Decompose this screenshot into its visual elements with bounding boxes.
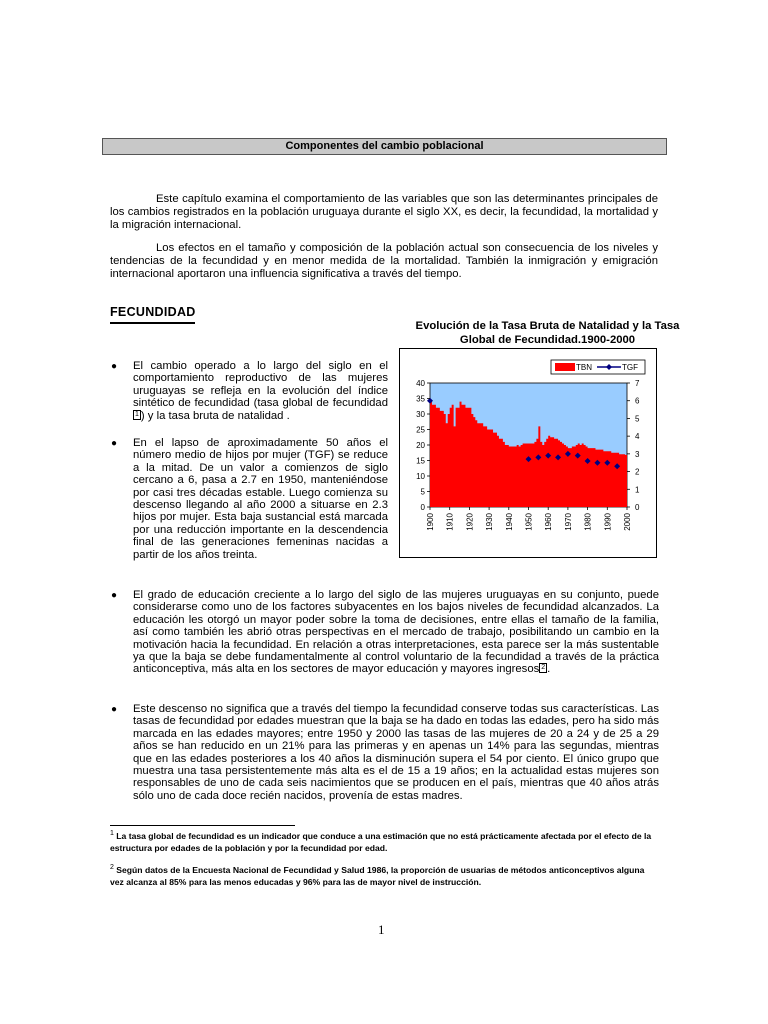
footnote-2 <box>110 862 655 888</box>
intro-paragraph-2 <box>110 242 658 281</box>
y-right-tick-label: 2 <box>635 467 640 477</box>
legend-tbn-label: TBN <box>576 363 592 372</box>
bullet-4-text: Este descenso no significa que a través del tiempo la fecundidad conserve todas sus características. Las tasas de fecundidad por edades muestran que la baja se ha dado en todas las edades, pero ha sido más marcada en las edades mayores; entre 1950 y 2000 las tasas de las mujeres de 20 a 24 y de 25 a 29 años se han reducido en un 21% para las primeras y en apenas un 14% para las segundas, mientras que en las edades posteriores a los 40 años la disminución supera el 54 por ciento. El único grupo que muestra una tasa persistentemente más alta es el de 15 a 19 años; en la actualidad estas mujeres son responsables de uno de cada seis nacimientos que se producen en el país, mientras que 40 años atrás sólo uno de cada doce recién nacidos, provenía de estas madres. <box>133 703 659 802</box>
y-left-tick-label: 15 <box>416 456 425 466</box>
y-right-tick-label: 0 <box>635 503 640 512</box>
bullet-1-text-b: ) y la tasa bruta de natalidad . <box>140 409 290 422</box>
footnote-1-text: La tasa global de fecundidad es un indicador que conduce a una estimación que no está prácticamente afectada por el efecto de la estructura por edades de la población y por la fecundidad por edad. <box>110 830 652 853</box>
page-number: 1 <box>378 922 385 937</box>
x-tick-label: 1980 <box>583 513 593 531</box>
y-left-tick-label: 10 <box>416 472 425 481</box>
chapter-title: Componentes del cambio poblacional <box>102 138 667 155</box>
fertility-chart <box>399 348 657 558</box>
legend-tgf-label: TGF <box>622 363 638 372</box>
y-left-tick-label: 0 <box>420 503 425 512</box>
x-tick-label: 1990 <box>603 513 613 531</box>
x-tick-label: 1900 <box>426 513 435 531</box>
x-tick-label: 2000 <box>623 513 632 531</box>
footnote-1-number: 1 <box>110 830 114 837</box>
intro-paragraph-1 <box>110 193 658 232</box>
intro-paragraph-1-text: Este capítulo examina el comportamiento de las variables que son las determinantes principales de los cambios registrados en la población uruguaya durante el siglo XX, es decir, la fecundidad, la mortalidad y la migración internacional. <box>110 193 658 231</box>
bullet-1-text-a: El cambio operado a lo largo del siglo en el comportamiento reproductivo de las mujeres uruguayas se refleja en la evolución del índice sintético de fecundidad (tasa global de fecundidad <box>133 360 388 410</box>
footnote-2-text: Según datos de la Encuesta Nacional de Fecundidad y Salud 1986, la proporción de usuarias de métodos anticonceptivos alguna vez alcanza al 85% para las menos educadas y 96% para las de mayor nivel de instrucción. <box>110 864 645 887</box>
footnote-ref-2[interactable]: 2 <box>541 664 546 672</box>
y-left-tick-label: 35 <box>416 394 425 404</box>
y-right-tick-label: 4 <box>635 432 640 442</box>
legend-tbn-swatch <box>555 363 575 371</box>
section-heading-underline <box>110 322 195 324</box>
x-tick-label: 1920 <box>465 513 475 531</box>
y-right-tick-label: 1 <box>635 485 640 495</box>
bullet-3-text-b: . <box>547 663 551 676</box>
y-left-tick-label: 20 <box>416 441 425 450</box>
x-tick-label: 1930 <box>485 513 495 531</box>
bullet-1-text <box>133 360 388 422</box>
footnote-2-number: 2 <box>110 864 114 871</box>
footnote-ref-1[interactable]: 1 <box>135 410 139 418</box>
bullet-3-text-a: El grado de educación creciente a lo largo del siglo de las mujeres uruguayas en su conjunto, puede considerarse como uno de los factores subyacentes en los bajos niveles de fecundidad alcanzados. La educación les otorgó un mayor poder sobre la toma de decisiones, entre ellas el tamaño de la familia, así como también les abrió otras perspectivas en el mercado de trabajo, posibilitando un cambio en la motivación hacia la fecundidad. En relación a otras interpretaciones, esta parece ser la más sustentable ya que la baja se debe fundamentalmente al control voluntario de la fecundidad a través de la práctica anticonceptiva, más alta en los sectores de mayor educación y mayores ingresos <box>133 589 659 676</box>
x-tick-label: 1910 <box>445 513 455 531</box>
y-right-tick-label: 6 <box>635 396 640 406</box>
bullet-marker: ● <box>111 361 118 372</box>
y-left-tick-label: 40 <box>416 379 425 388</box>
bullet-marker: ● <box>111 438 118 449</box>
y-right-tick-label: 3 <box>635 449 640 459</box>
y-left-tick-label: 25 <box>416 425 425 435</box>
chart-title: Evolución de la Tasa Bruta de Natalidad y la Tasa Global de Fecundidad.1900-2000 <box>415 320 680 346</box>
bullet-marker: ● <box>111 704 118 715</box>
y-right-tick-label: 5 <box>635 414 640 424</box>
y-right-tick-label: 7 <box>635 379 640 388</box>
bullet-3-text <box>133 589 659 676</box>
footnote-separator <box>110 825 295 826</box>
x-tick-label: 1960 <box>544 513 554 531</box>
bullet-marker: ● <box>111 590 118 601</box>
y-left-tick-label: 30 <box>416 410 425 419</box>
bullet-2-text: En el lapso de aproximadamente 50 años el número medio de hijos por mujer (TGF) se reduce a la mitad. De un valor a comienzos de siglo cercano a 6, pasa a 2.7 en 1950, manteniéndose por casi tres décadas estable. Luego comienza su descenso llegando al año 2000 a situarse en 2.3 hijos por mujer. Esta baja sustancial está marcada por una reducción importante en la descendencia final de las generaciones femeninas nacidas a partir de los años treinta. <box>133 437 388 561</box>
footnote-1 <box>110 828 655 854</box>
y-left-tick-label: 5 <box>420 487 425 497</box>
intro-paragraph-2-text: Los efectos en el tamaño y composición de la población actual son consecuencia de los niveles y tendencias de la fecundidad y en menor medida de la mortalidad. También la inmigración y emigración internacional aportaron una influencia significativa a través del tiempo. <box>110 242 658 280</box>
x-tick-label: 1940 <box>504 513 514 531</box>
x-tick-label: 1950 <box>524 513 534 531</box>
section-heading: FECUNDIDAD <box>110 305 196 319</box>
x-tick-label: 1970 <box>563 513 573 531</box>
legend <box>551 360 645 374</box>
